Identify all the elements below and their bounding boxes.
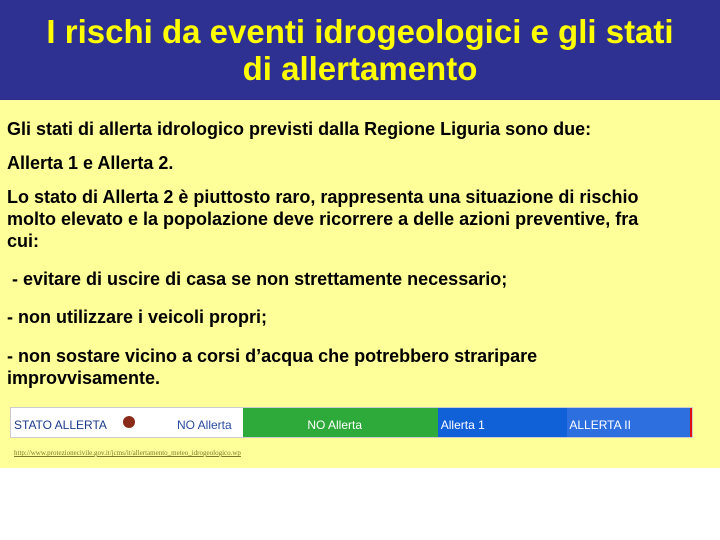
paragraph-alert-2-description: Lo stato di Allerta 2 è piuttosto raro, rappresenta una situazione di rischio molto elevato e la popolazione deve ricorrere a delle azioni preventive, fra cui: bbox=[7, 187, 639, 251]
alert-bar-header-label: STATO ALLERTA bbox=[14, 418, 107, 432]
alert-level-no-alert-label: NO Allerta bbox=[177, 418, 232, 432]
list-item-no-vehicles: - non utilizzare i veicoli propri; bbox=[7, 307, 268, 327]
paragraph-intro: Gli stati di allerta idrologico previsti dalla Regione Liguria sono due: bbox=[7, 119, 592, 139]
alert-status-bar bbox=[10, 407, 693, 438]
paragraph-alert-levels: Allerta 1 e Allerta 2. bbox=[7, 153, 174, 173]
list-item-stay-home: - evitare di uscire di casa se non strettamente necessario; bbox=[12, 269, 508, 289]
alert-level-1 bbox=[438, 408, 568, 437]
list-item-avoid-rivers: - non sostare vicino a corsi d’acqua che potrebbero straripare improvvisamente. bbox=[7, 346, 538, 388]
slide-header bbox=[0, 0, 720, 100]
alert-level-1-label: Allerta 1 bbox=[440, 418, 485, 432]
title-line-2: di allertamento bbox=[242, 50, 478, 87]
alert-level-2-label: ALLERTA II bbox=[569, 418, 631, 432]
title-line-1: I rischi da eventi idrogeologici e gli stati bbox=[46, 13, 674, 50]
source-link[interactable]: http://www.protezionecivile.gov.it/jcms/it/allertamento_meteo_idrogeologico.wp bbox=[14, 449, 241, 457]
alert-level-2 bbox=[567, 408, 690, 437]
alert-level-no-alert-green bbox=[243, 408, 437, 437]
alert-level-red-segment bbox=[690, 408, 692, 437]
alert-level-no-alert-green-label: NO Allerta bbox=[307, 418, 362, 432]
warning-icon bbox=[123, 416, 135, 428]
slide-title bbox=[10, 13, 710, 87]
alert-bar-header-segment bbox=[11, 408, 243, 437]
